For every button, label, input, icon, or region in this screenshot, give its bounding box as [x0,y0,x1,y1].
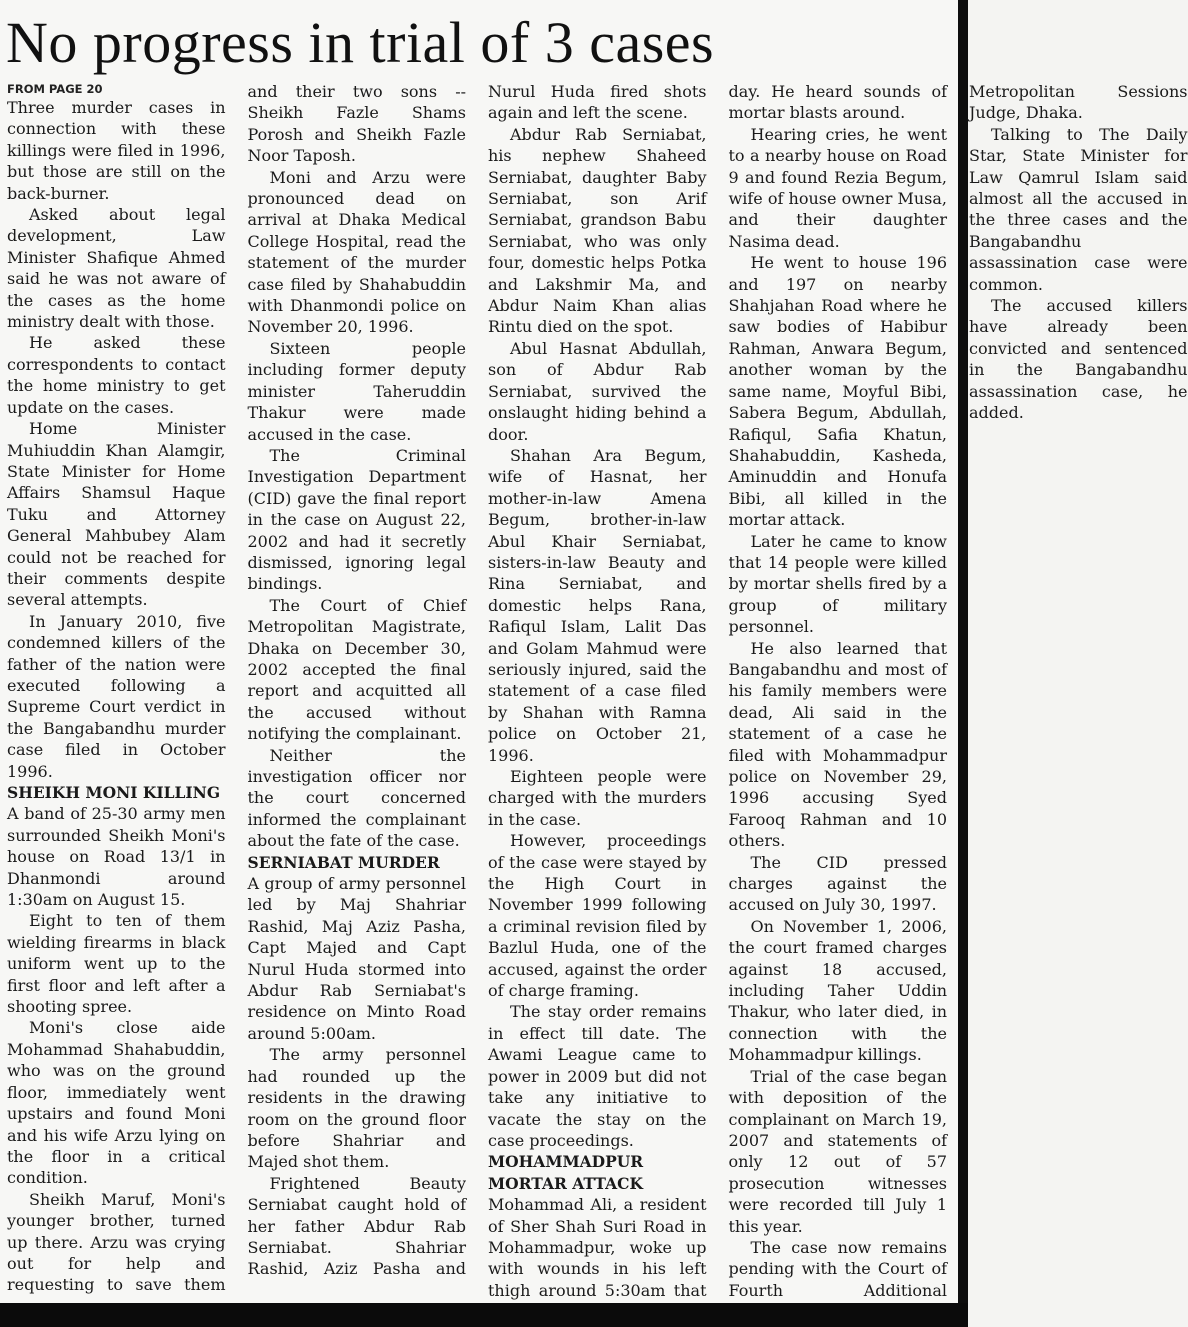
section-heading: SERNIABAT MURDER [247,852,440,872]
paragraph: A band of 25-30 army men surrounded Sheikh Moni's house on Road 13/1 in Dhanmondi around 1:30am on August 15. [7,804,226,910]
paragraph: He went to house 196 and 197 on nearby Shahjahan Road where he saw bodies of Habibur Rahman, Anwara Begum, another woman by the same name, Moyful Bibi, Sabera Begum, Abdullah, Rafiqul, Safia Khatun, Shahabuddin, Kasheda, Aminuddin and Honufa Bibi, all killed in the mortar attack. [728,253,947,530]
paragraph: On November 1, 2006, the court framed charges against 18 accused, including Taher Uddin Thakur, who later died, in connection with the Mohammadpur killings. [728,916,947,1065]
paragraph: He asked these correspondents to contact the home ministry to get update on the cases. [7,333,226,417]
paragraph: Moni's close aide Mohammad Shahabuddin, who was on the ground floor, immediately went upstairs and found Moni and his wife Arzu lying on the floor in a critical condition. [7,1018,226,1188]
paragraph: Abul Hasnat Abdullah, son of Abdur Rab Serniabat, survived the onslaught hiding behind a door. [488,338,707,444]
paragraph: In January 2010, five condemned killers of the father of the nation were executed following a Supreme Court verdict in the Bangabandhu murder case filed in October 1996. [7,611,226,781]
paragraph: Later he came to know that 14 people were killed by mortar shells fired by a group of military personnel. [728,531,947,637]
paragraph: Talking to The Daily Star, State Minister for Law Qamrul Islam said almost all the accused in the three cases and the Bangabandhu assassination case were common. [969,124,1188,294]
paragraph: Trial of the case began with deposition of the complainant on March 19, 2007 and statements of only 12 out of 57 prosecution witnesses were recorded till July 1 this year. [728,1066,947,1236]
paragraph: Mohammad Ali, a resident of Sher Shah Suri Road in Mohammadpur, woke up with wounds in his left thigh around 5:30am that day. He heard sounds of mortar blasts around. [488,82,947,1300]
paragraph: A group of army personnel led by Maj Shahriar Rashid, Maj Aziz Pasha, Capt Majed and Capt Nurul Huda stormed into Abdur Rab Serniabat's residence on Minto Road around 5:00am. [247,874,466,1043]
paragraph: He also learned that Bangabandhu and most of his family members were dead, Ali said in the statement of a case he filed with Mohammadpur police on November 29, 1996 accusing Syed Farooq Rahman and 10 others. [728,638,947,851]
section-heading: SHEIKH MONI KILLING [7,783,221,802]
paragraph: The stay order remains in effect till date. The Awami League came to power in 2009 but did not take any initiative to vacate the stay on the case proceedings. [488,1002,707,1150]
paragraph: The accused killers have already been convicted and sentenced in the Bangabandhu assassination case, he added. [969,296,1188,423]
section-heading: MOHAMMADPUR MORTAR ATTACK [488,1152,644,1193]
paragraph: Eight to ten of them wielding firearms in black uniform went up to the first floor and left after a shooting spree. [7,911,226,1017]
paragraph: Neither the investigation officer nor the court concerned informed the complainant about the fate of the case. [247,745,466,851]
paragraph: Frightened Beauty Serniabat caught hold of her father Abdur Rab Serniabat. Shahriar Rashid, Aziz Pasha and Nurul Huda fired shots again and left the scene. [247,82,707,1279]
scan-border [0,1303,968,1327]
paragraph: Hearing cries, he went to a nearby house on Road 9 and found Rezia Begum, wife of house owner Musa, and their daughter Nasima dead. [728,124,947,251]
paragraph: The case now remains pending with the Court of Fourth Additional Metropolitan Sessions Judge, Dhaka. [728,82,1188,1300]
continuation-kicker: FROM PAGE 20 [7,82,103,96]
headline: No progress in trial of 3 cases [6,10,715,75]
paragraph: Asked about legal development, Law Minister Shafique Ahmed said he was not aware of the cases as the home ministry dealt with those. [7,205,226,332]
paragraph: Eighteen people were charged with the murders in the case. [488,767,707,829]
paragraph: The Criminal Investigation Department (CID) gave the final report in the case on August 22, 2002 and had it secretly dismissed, ignoring legal bindings. [247,445,466,594]
paragraph: Sixteen people including former deputy minister Taheruddin Thakur were made accused in the case. [247,338,466,444]
paragraph: However, proceedings of the case were stayed by the High Court in November 1999 following a criminal revision filed by Bazlul Huda, one of the accused, against the order of charge framing. [488,831,707,1001]
paragraph: Three murder cases in connection with these killings were filed in 1996, but those are still on the back-burner. [7,98,226,203]
paragraph: The CID pressed charges against the accused on July 30, 1997. [728,852,947,915]
paragraph: Shahan Ara Begum, wife of Hasnat, her mother-in-law Amena Begum, brother-in-law Abul Khair Serniabat, sisters-in-law Beauty and Rina Serniabat, and domestic helps Rana, Rafiqul Islam, Lalit Das and Golam Mahmud were seriously injured, said the statement of a case filed by Shahan with Ramna police on October 21, 1996. [488,445,707,765]
paragraph: The Court of Chief Metropolitan Magistrate, Dhaka on December 30, 2002 accepted the final report and acquitted all the accused without notifying the complainant. [247,595,466,744]
article-blocks [7,81,1188,1303]
paragraph: Abdur Rab Serniabat, his nephew Shaheed Serniabat, daughter Baby Serniabat, son Arif Serniabat, grandson Babu Serniabat, who was only four, domestic helps Potka and Lakshmir Ma, and Abdur Naim Khan alias Rintu died on the spot. [488,124,707,337]
article-body [7,81,1188,1303]
paragraph: Home Minister Muhiuddin Khan Alamgir, State Minister for Home Affairs Shamsul Haque Tuku and Attorney General Mahbubey Alam could not be reached for their comments despite several attempts. [7,419,226,610]
paragraph: The army personnel had rounded up the residents in the drawing room on the ground floor before Shahriar and Majed shot them. [247,1045,466,1172]
paragraph: Moni and Arzu were pronounced dead on arrival at Dhaka Medical College Hospital, read the statement of the murder case filed by Shahabuddin with Dhanmondi police on November 20, 1996. [247,167,466,337]
paragraph: Sheikh Maruf, Moni's younger brother, turned up there. Arzu was crying out for help and requesting to save them and their two sons -- Sheikh Fazle Shams Porosh and Sheikh Fazle Noor Taposh. [7,82,466,1295]
